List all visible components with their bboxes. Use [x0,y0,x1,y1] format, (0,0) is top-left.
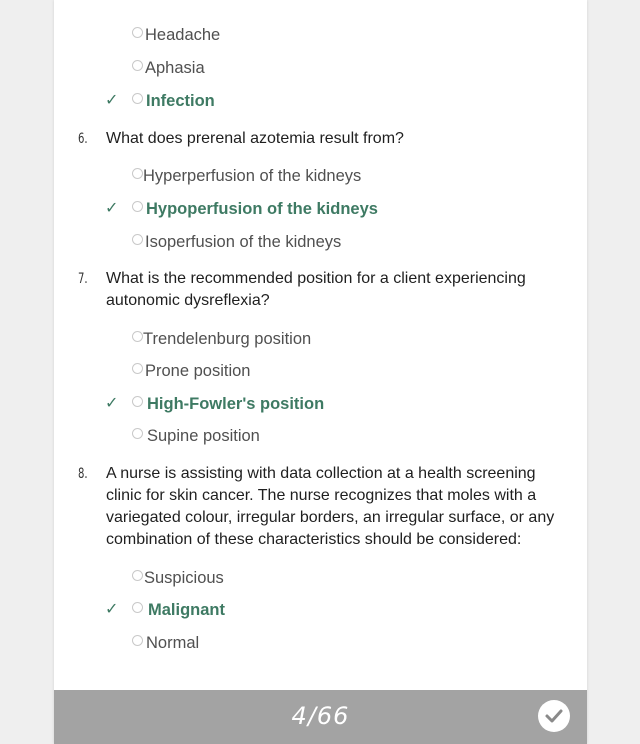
question-8 [78,463,563,551]
radio-icon[interactable] [132,60,143,71]
submit-button[interactable] [538,700,570,732]
radio-icon[interactable] [132,234,143,245]
question-7 [78,268,563,312]
question-number: 8. [78,466,88,482]
check-circle-icon [543,705,565,727]
quiz-card: Headache Aphasia ✓ Infection 6. What does prerenal azotemia result from? Hyperperfusion of the kidneys ✓ Hypoperfusion of the kidneys Isoperfusion of the kidneys 7. What is the recommended position for a client experiencing autonomic dysreflexia? Trendelenburg position Prone position ✓ High-Fowler's position Supine position 8. A nurse is assisting with data collection at a health screening clinic for skin cancer. The nurse recognizes that moles with a variegated colour, irregular borders, an irregular surface, or any combination of these characteristics should be considered: Suspicious ✓ Malignant Normal 4/66 [54,0,587,744]
radio-icon[interactable] [132,602,143,613]
progress-counter: 4/66 [291,702,350,730]
radio-icon[interactable] [132,168,143,179]
radio-icon[interactable] [132,331,143,342]
question-text: What is the recommended position for a client experiencing autonomic dysreflexia? [106,270,526,309]
question-number: 6. [78,131,88,147]
radio-icon[interactable] [132,27,143,38]
radio-icon[interactable] [132,635,143,646]
question-text: A nurse is assisting with data collection at a health screening clinic for skin cancer. The nurse recognizes that moles with a variegated colour, irregular borders, an irregular surface, or any combination of these characteristics should be considered: [106,465,555,548]
radio-icon[interactable] [132,428,143,439]
radio-icon[interactable] [132,201,143,212]
radio-icon[interactable] [132,570,143,581]
check-icon: ✓ [105,395,119,412]
question-6 [78,128,563,150]
check-icon: ✓ [105,92,119,109]
question-text: What does prerenal azotemia result from? [106,130,404,147]
check-icon: ✓ [105,601,119,618]
radio-icon[interactable] [132,363,143,374]
footer-bar [54,690,587,744]
radio-icon[interactable] [132,396,143,407]
radio-icon[interactable] [132,93,143,104]
check-icon: ✓ [105,200,119,217]
question-number: 7. [78,271,88,287]
